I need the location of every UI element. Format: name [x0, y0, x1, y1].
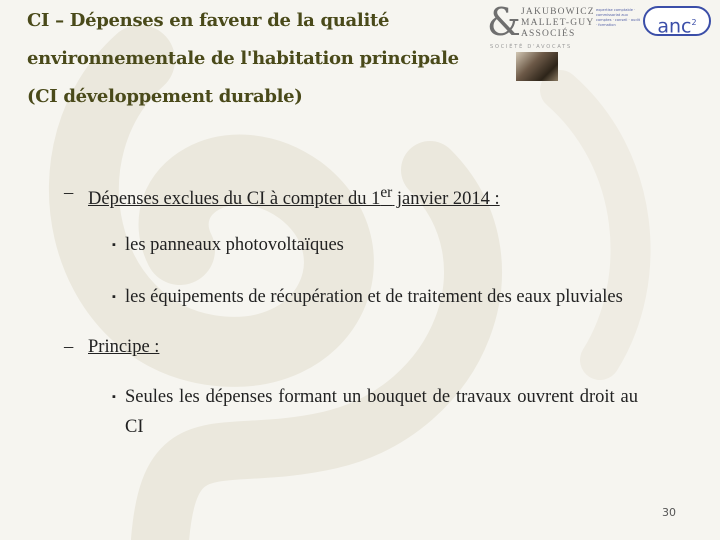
anc-logo-superscript: 2: [691, 18, 697, 27]
law-firm-name-line: JAKUBOWICZ: [521, 7, 595, 17]
excluded-heading-text: [70, 180, 650, 212]
law-firm-subtitle: SOCIÉTÉ D'AVOCATS: [490, 44, 572, 50]
list-item: [70, 230, 650, 260]
slide-body: [64, 180, 650, 442]
list-item-text: Seules les dépenses formant un bouquet de travaux ouvrent droit au CI: [125, 387, 638, 438]
list-item: [70, 382, 650, 442]
law-firm-name-line: MALLET-GUY: [521, 18, 595, 28]
slide-title: CI – Dépenses en faveur de la qualité environnementale de l'habitation principale (CI développement durable): [27, 10, 459, 107]
anc-tagline: expertise comptable · commissariat aux comptes · conseil · audit · formation: [596, 8, 641, 27]
header-photo: [516, 52, 558, 81]
ampersand-logo-icon: &: [487, 0, 521, 44]
square-bullet-icon: ▪: [112, 391, 116, 404]
anc-logo-text: anc: [657, 15, 692, 38]
list-item-text: les équipements de récupération et de traitement des eaux pluviales: [125, 287, 623, 308]
square-bullet-icon: ▪: [112, 239, 116, 252]
list-item: [70, 282, 650, 312]
dash-marker: –: [64, 183, 74, 203]
square-bullet-icon: ▪: [112, 291, 116, 304]
dash-marker: –: [64, 337, 74, 358]
section-heading-principle: [64, 334, 650, 360]
excluded-heading-suffix: janvier 2014 :: [392, 189, 500, 210]
list-item-text: les panneaux photovoltaïques: [125, 235, 344, 256]
excluded-heading-prefix: Dépenses exclues du CI à compter du 1: [88, 189, 381, 210]
law-firm-logo: [487, 0, 595, 50]
page-number: 30: [662, 506, 676, 519]
law-firm-name-line: ASSOCIÉS: [521, 29, 576, 39]
law-firm-name: [521, 7, 595, 40]
anc-logo: [643, 6, 711, 36]
excluded-heading-sup: er: [380, 184, 393, 201]
principle-heading-text: Principe :: [88, 337, 160, 358]
section-heading-excluded: [64, 180, 650, 212]
